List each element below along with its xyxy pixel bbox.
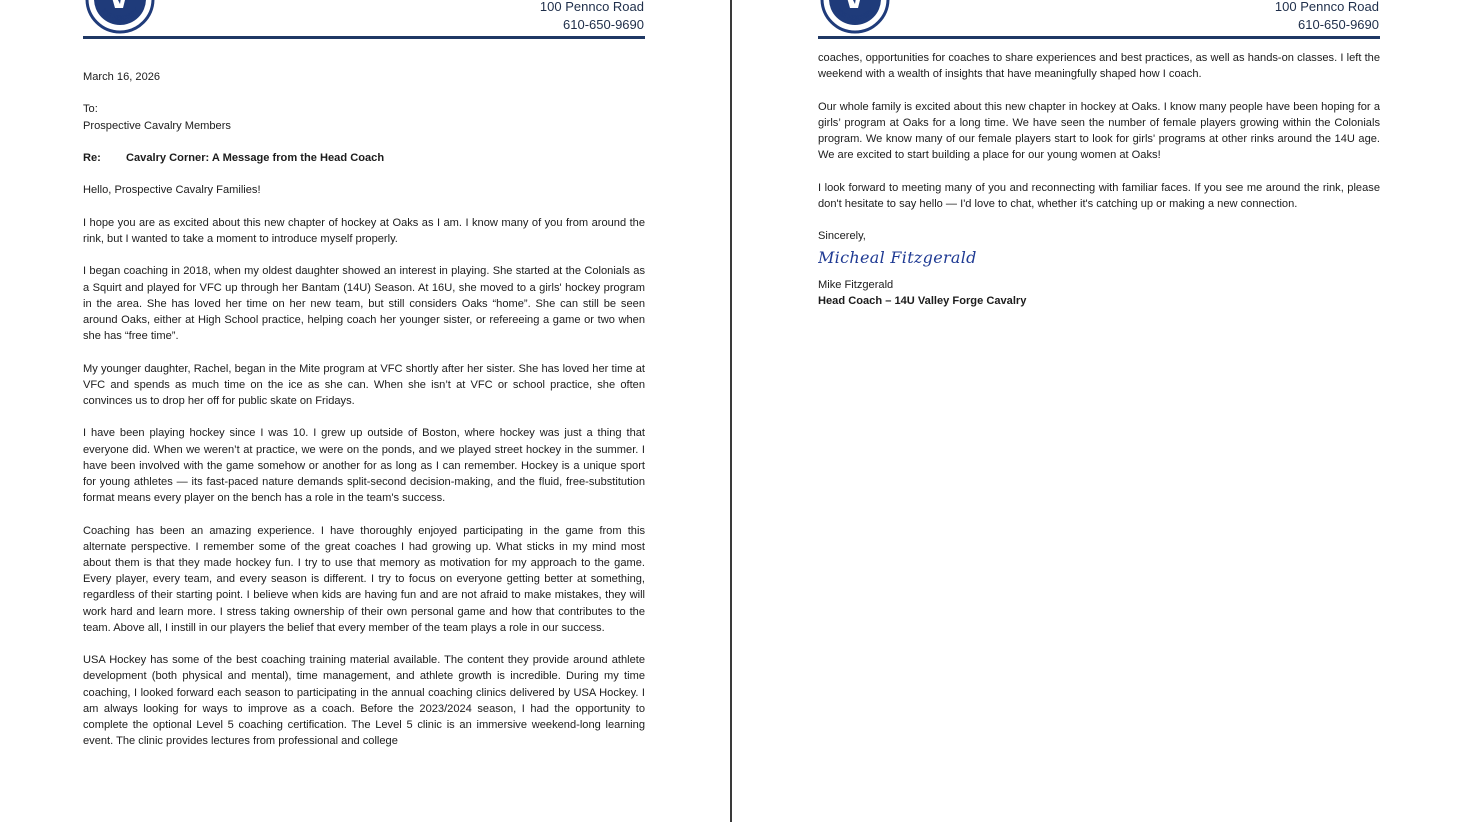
signer-name: Mike Fitzgerald (818, 278, 894, 291)
paragraph: I hope you are as excited about this new chapter of hockey at Oaks as I am. I know many of you from around the rink, but I wanted to take a moment to introduce myself properly. (83, 216, 645, 245)
logo-text: ICE HOCKEY (834, 7, 876, 23)
address-line: 100 Pennco Road (539, 0, 644, 14)
paragraph: I have been playing hockey since I was 10. I grew up outside of Boston, where hockey was just a thing that everyone did. When we weren’t at practice, we were on the ponds, and we played street hockey in the summer. I have been involved with the game somehow or another for as long as I can remember. Hockey is a unique sport for young athletes — its fast-paced nature demands split-second decision-making, and the fluid, free-substitution format means every player on the bench has a role in the team's success. (83, 427, 645, 505)
letter-body-page-1 (83, 69, 645, 766)
paragraph: I began coaching in 2018, when my oldest daughter showed an interest in playing. She started at the Colonials as a Squirt and played for VFC up through her Bantam (14U) Season. At 16U, she moved to a girls' hockey program in the area. She has loved her time on her new team, but still considers Oaks “home”. She can still be seen around Oaks, either at High School practice, helping coach her younger sister, or refereeing a game or two when she has “free time”. (83, 265, 645, 343)
letter-date: March 16, 2026 (83, 71, 161, 83)
letterhead-address (1275, 0, 1379, 34)
letterhead-rule (818, 36, 1380, 39)
phone-number: 610-650-9690 (1298, 17, 1379, 32)
paragraph: I look forward to meeting many of you and reconnecting with familiar faces. If you see me around the rink, please don't hesitate to say hello — I'd love to chat, whether it's catching up or making a new connection. (818, 181, 1380, 210)
paragraph: Our whole family is excited about this new chapter in hockey at Oaks. I know many people have been hoping for a girls’ program at Oaks for a long time. We have seen the number of female players growing within the Colonials program. We know many of our female players start to look for girls' programs at other rinks around the 14U age. We are excited to start building a place for our young women at Oaks! (818, 100, 1380, 162)
signature-icon: Micheal Fitzgerald (818, 248, 977, 268)
closing: Sincerely, (818, 230, 866, 243)
paragraph: Coaching has been an amazing experience. I have thoroughly enjoyed participating in the game from this alternate perspective. I remember some of the great coaches I had growing up. What sticks in my mind most about them is that they made hockey fun. I try to use that memory as motivation for my approach to the game. Every player, every team, and every season is different. I try to focus on everyone getting better at something, regardless of their starting point. I believe when kids are having fun and are not afraid to make mistakes, they will work hard and learn more. I stress taking ownership of their own personal game and how that contributes to the team. Above all, I instill in our players the belief that every member of the team plays a role in our success. (83, 524, 645, 634)
address-line: 100 Pennco Road (1274, 0, 1379, 14)
to-recipient: Prospective Cavalry Members (83, 119, 231, 132)
letter-page-1 (83, 0, 645, 822)
paragraph: coaches, opportunities for coaches to share experiences and best practices, as well as hands-on classes. I left the weekend with a wealth of insights that have meaningfully shaped how I coach. (818, 52, 1380, 81)
logo-text: ICE HOCKEY (99, 7, 141, 23)
team-logo-icon (85, 0, 155, 34)
letter-body-page-2 (818, 50, 1380, 309)
paragraph: My younger daughter, Rachel, began in the Mite program at VFC shortly after her sister. She has loved her time at VFC and spends as much time on the ice as she can. When she isn’t at VFC or school practice, she often convinces us to drop her off for public skate on Fridays. (83, 362, 645, 407)
signer-title: Head Coach – 14U Valley Forge Cavalry (818, 294, 1027, 307)
letterhead-address (540, 0, 644, 34)
greeting: Hello, Prospective Cavalry Families! (83, 184, 261, 197)
subject-line (83, 150, 645, 166)
letter-page-2 (818, 0, 1380, 822)
re-label: Re: (83, 151, 101, 164)
letterhead (818, 0, 1380, 40)
page-divider (730, 0, 732, 822)
phone-number: 610-650-9690 (563, 17, 644, 32)
team-logo-icon (820, 0, 890, 34)
to-label: To: (83, 103, 98, 116)
letterhead-rule (83, 36, 645, 39)
paragraph: USA Hockey has some of the best coaching training material available. The content they provide around athlete development (both physical and mental), time management, and athlete growth is incredible. During my time coaching, I looked forward each season to participating in the annual coaching clinics delivered by USA Hockey. I am always looking for ways to improve as a coach. Before the 2023/2024 season, I had the opportunity to complete the optional Level 5 coaching certification. The Level 5 clinic is an immersive weekend-long learning event. The clinic provides lectures from professional and college (83, 654, 645, 748)
subject-text: Cavalry Corner: A Message from the Head Coach (126, 151, 385, 164)
letterhead (83, 0, 645, 40)
